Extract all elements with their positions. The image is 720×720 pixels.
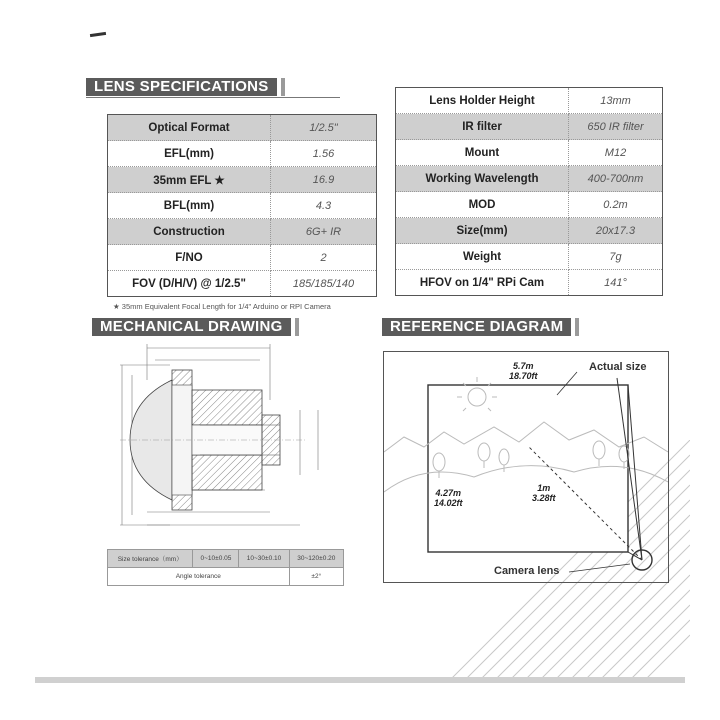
left_table-value: 1/2.5" <box>271 115 377 141</box>
spec-table-right <box>395 87 663 296</box>
reference-header <box>382 318 602 338</box>
right_table-row <box>396 218 663 244</box>
distance-ft: 3.28ft <box>532 493 556 503</box>
right_table-key: Size(mm) <box>396 218 569 244</box>
width-label <box>509 361 538 381</box>
right_table-key: Mount <box>396 140 569 166</box>
right_table-value: 13mm <box>569 88 663 114</box>
right_table-key: IR filter <box>396 114 569 140</box>
angle-tol-label: Angle tolerance <box>108 568 290 586</box>
camera-lens-label: Camera lens <box>494 565 560 577</box>
left_table-key: Optical Format <box>108 115 271 141</box>
right_table-row <box>396 270 663 296</box>
left_table-value: 4.3 <box>271 193 377 219</box>
left_table-key: FOV (D/H/V) @ 1/2.5" <box>108 271 271 297</box>
right_table-key: HFOV on 1/4" RPi Cam <box>396 270 569 296</box>
left_table-value: 2 <box>271 245 377 271</box>
left_table-value: 185/185/140 <box>292 277 355 290</box>
right_table-row <box>396 114 663 140</box>
left_table-row <box>108 193 377 219</box>
left_table-value: 1.56 <box>271 141 377 167</box>
tol-range-1: 0~10±0.05 <box>193 550 239 568</box>
left_table-key: BFL(mm) <box>108 193 271 219</box>
header-rule <box>86 97 340 98</box>
height-label <box>434 488 463 508</box>
right_table-value: 20x17.3 <box>569 218 663 244</box>
right_table-row <box>396 166 663 192</box>
height-ft: 14.02ft <box>434 498 463 508</box>
actual-size-label: Actual size <box>589 361 647 373</box>
height-m: 4.27m <box>435 488 462 498</box>
left_table-key: Construction <box>108 219 271 245</box>
right_table-key: MOD <box>396 192 569 218</box>
right_table-row <box>396 244 663 270</box>
mechanical-header <box>92 318 322 338</box>
right_table-row <box>396 192 663 218</box>
distance-label <box>532 483 556 503</box>
right_table-value: 141° <box>604 276 627 289</box>
right_table-row <box>396 140 663 166</box>
tol-range-3: 30~120±0.20 <box>289 550 343 568</box>
reference-title: REFERENCE DIAGRAM <box>382 318 575 336</box>
right_table-value: 0.2m <box>569 192 663 218</box>
angle-tol-value: ±2° <box>289 568 343 586</box>
left_table-row <box>108 245 377 271</box>
decorative-dash <box>90 32 106 37</box>
right_table-value: 7g <box>569 244 663 270</box>
right_table-value: 650 IR filter <box>569 114 663 140</box>
distance-m: 1m <box>537 483 551 493</box>
right_table-key: Lens Holder Height <box>396 88 569 114</box>
left_table-value: 16.9 <box>271 167 377 193</box>
right_table-value: M12 <box>569 140 663 166</box>
width-m: 5.7m <box>513 361 534 371</box>
tol-header: Size tolerance（mm） <box>108 550 193 568</box>
left_table-row <box>108 115 377 141</box>
left_table-key: EFL(mm) <box>108 141 271 167</box>
reference-diagram <box>383 351 669 583</box>
footnote: ★ 35mm Equivalent Focal Length for 1/4" Arduino or RPI Camera <box>113 302 331 311</box>
width-ft: 18.70ft <box>509 371 538 381</box>
left_table-row <box>108 271 377 297</box>
right_table-key: Working Wavelength <box>396 166 569 192</box>
left_table-key: 35mm EFL ★ <box>108 167 271 193</box>
right_table-key: Weight <box>396 244 569 270</box>
reference-illustration <box>384 352 668 582</box>
left_table-row <box>108 219 377 245</box>
left_table-row <box>108 141 377 167</box>
mechanical-title: MECHANICAL DRAWING <box>92 318 295 336</box>
spec-table-left <box>107 114 377 297</box>
bottom-divider <box>35 677 685 683</box>
mechanical-drawing <box>100 340 345 550</box>
tolerance-table <box>107 549 344 586</box>
right_table-row <box>396 88 663 114</box>
left_table-key: F/NO <box>108 245 271 271</box>
left_table-value: 6G+ IR <box>271 219 377 245</box>
lens-specs-title: LENS SPECIFICATIONS <box>86 78 281 96</box>
right_table-value: 400-700nm <box>569 166 663 192</box>
left_table-row <box>108 167 377 193</box>
tol-range-2: 10~30±0.10 <box>239 550 289 568</box>
lens-specs-header <box>86 78 340 98</box>
